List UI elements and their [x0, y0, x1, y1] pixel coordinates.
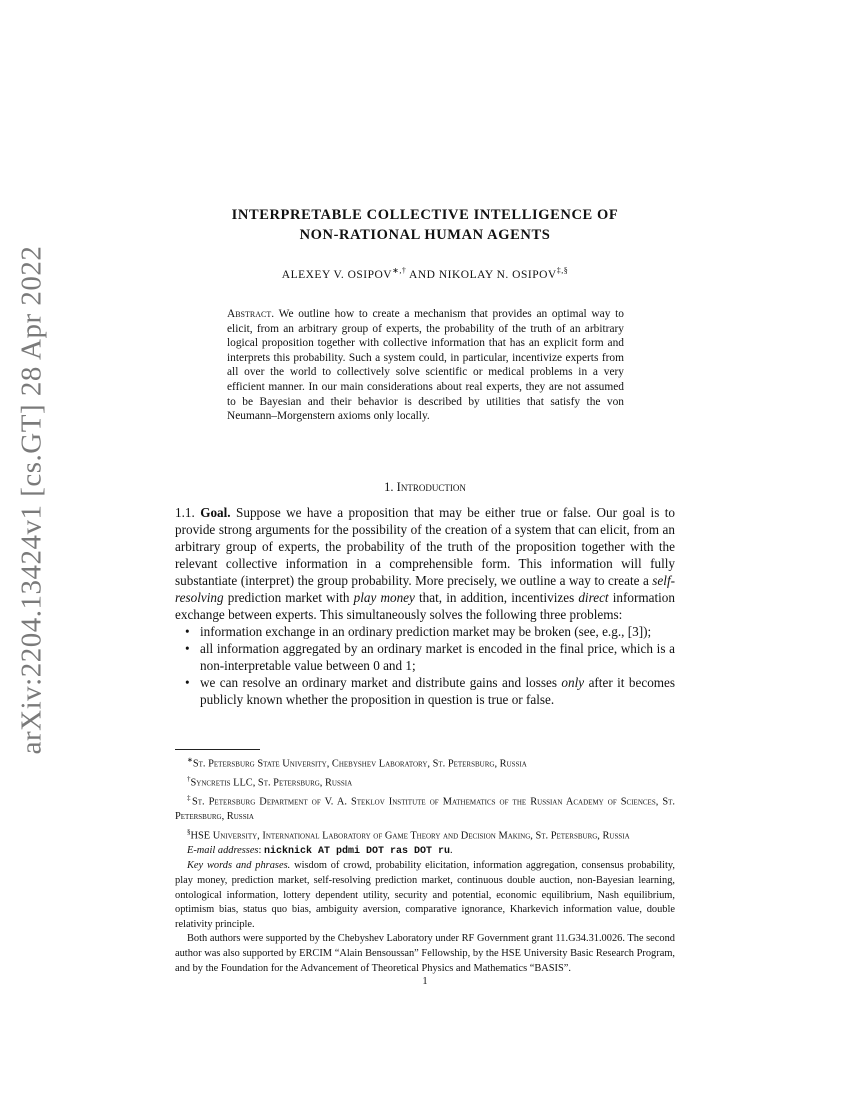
title-line-1: INTERPRETABLE COLLECTIVE INTELLIGENCE OF — [231, 207, 619, 223]
footnotes — [175, 753, 675, 976]
author-2: NIKOLAY N. OSIPOV — [438, 268, 557, 281]
intro-body — [175, 504, 675, 708]
affiliation-1 — [175, 753, 675, 772]
arxiv-sidebar-stamp — [8, 245, 56, 755]
affiliation-text: St. Petersburg Department of V. A. Steklov Institute of Mathematics of the Russian Academy of Sciences, St. Petersburg, Russia — [175, 796, 676, 823]
section-heading — [175, 480, 675, 495]
title-line-2: NON-RATIONAL HUMAN AGENTS — [299, 227, 551, 243]
keywords-label: Key words and phrases. — [187, 860, 291, 872]
affiliation-text: St. Petersburg State University, Chebyshev Laboratory, St. Petersburg, Russia — [192, 758, 527, 770]
intro-text-4: information exchange between experts. This simultaneously solves the following three problems: — [175, 590, 675, 622]
paper-page — [175, 0, 675, 1100]
list-item-text: information exchange in an ordinary prediction market may be broken (see, e.g., [3]); — [200, 624, 652, 639]
list-item-emphasis: only — [561, 675, 585, 690]
intro-emphasis-2: play money — [353, 590, 415, 605]
author-1: ALEXEY V. OSIPOV — [281, 268, 393, 281]
author-1-marks: ∗,† — [392, 266, 407, 275]
author-list — [175, 266, 675, 281]
list-item — [175, 623, 675, 640]
list-item-text: we can resolve an ordinary market and distribute gains and losses — [200, 675, 557, 690]
page-number: 1 — [422, 976, 428, 987]
affiliation-mark: † — [187, 775, 191, 784]
intro-paragraph — [175, 504, 675, 623]
funding-text: Both authors were supported by the Chebyshev Laboratory under RF Government grant 11.G34.31.0026. The second author was also supported by ERCIM “Alain Bensoussan” Fellowship, by the HSE University Basic Research Program, and by the Foundation for the Advancement of Theoretical Physics and Mathematics “BASIS”. — [175, 933, 675, 974]
paper-title — [175, 205, 675, 245]
section-title: Introduction — [396, 480, 466, 494]
affiliation-mark: ‡ — [187, 794, 192, 803]
affiliation-text: HSE University, International Laboratory of Game Theory and Decision Making, St. Petersburg, Russia — [190, 830, 630, 842]
affiliation-3 — [175, 791, 675, 825]
keywords-text: wisdom of crowd, probability elicitation, information aggregation, consensus probability, play money, prediction market, self-resolving prediction market, continuous double auction, non-Bayesian learning, ontological information, lottery dependent utility, security and potential, economic equilibrium, Nash equilibrium, optimism bias, status quo bias, ambiguity aversion, comparative ignorance, Kharkevich information value, double relativity principle. — [175, 860, 675, 930]
keywords-paragraph — [175, 859, 675, 932]
arxiv-identifier: arXiv:2204.13424v1 [cs.GT] 28 Apr 2022 — [15, 245, 48, 755]
intro-text-3: that, in addition, incentivizes — [419, 590, 575, 605]
funding-paragraph — [175, 932, 675, 976]
list-item — [175, 674, 675, 708]
subsection-number: 1.1. — [175, 505, 195, 520]
affiliation-mark: ∗ — [187, 756, 193, 764]
affiliation-text: Syncretis LLC, St. Petersburg, Russia — [190, 777, 353, 789]
intro-emphasis-1: self-resolving — [175, 573, 676, 605]
affiliation-4 — [175, 825, 675, 844]
problem-list — [175, 623, 675, 708]
abstract-text: We outline how to create a mechanism that provides an optimal way to elicit, from an arbitrary group of experts, the probability of the truth of an arbitrary logical proposition together with collective information that has an explicit form and interprets this probability. Such a system could, in particular, incentivize experts from all over the world to collectively solve scientific or medical problems in a very efficient manner. In our main considerations about real experts, they are not assumed to be Bayesian and their behavior is described by utilities that satisfy the von Neumann–Morgenstern axioms only locally. — [227, 308, 624, 423]
subsection-title: Goal. — [200, 505, 231, 520]
intro-text-1: Suppose we have a proposition that may be either true or false. Our goal is to provide strong arguments for the possibility of the creation of a system that can elicit, from an arbitrary group of experts, the probability of the truth of the proposition together with the relevant collective information in a comprehensible form. This information will fully substantiate (interpret) the group probability. More precisely, we outline a way to create a — [175, 505, 676, 588]
list-item-text: after it becomes publicly known whether the proposition in question is true or false. — [200, 675, 676, 707]
abstract-label: Abstract. — [227, 308, 275, 320]
author-conjunction: AND — [406, 268, 439, 281]
list-item — [175, 640, 675, 674]
list-item-text: all information aggregated by an ordinary market is encoded in the final price, which is a non-interpretable value between 0 and 1; — [200, 641, 675, 673]
abstract — [227, 307, 624, 424]
intro-text-2: prediction market with — [227, 590, 350, 605]
email-line: E-mail addresses: nicknick AT pdmi DOT ras DOT ru. — [187, 844, 453, 857]
section-number: 1. — [384, 480, 394, 494]
footnote-divider — [175, 749, 260, 750]
affiliation-mark: § — [187, 827, 191, 836]
email-address: nicknick AT pdmi DOT ras DOT ru — [263, 845, 451, 857]
author-2-marks: ‡,§ — [556, 266, 569, 275]
intro-emphasis-3: direct — [578, 590, 609, 605]
email-label: E-mail addresses — [187, 844, 259, 856]
affiliation-2 — [175, 772, 675, 791]
